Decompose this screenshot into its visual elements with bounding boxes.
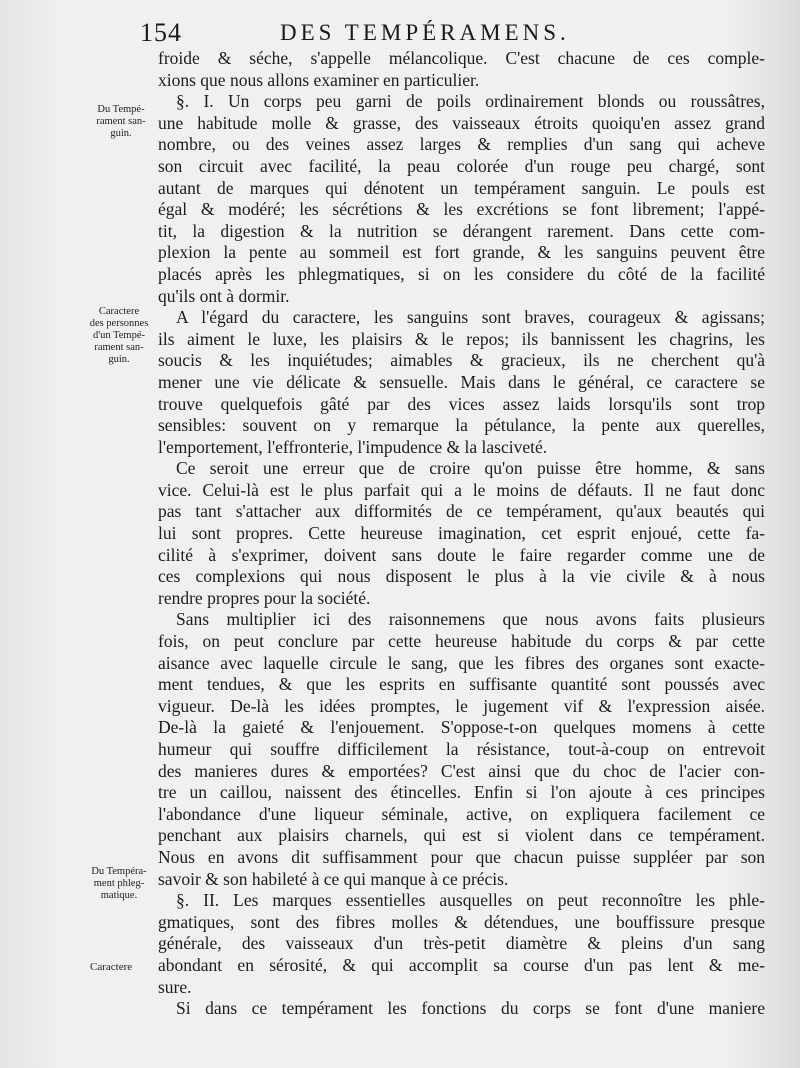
text-line: abondant en sérosité, & qui accomplit sa course d'un pas lent & me- <box>158 954 765 975</box>
text-line: vigueur. De-là les idées promptes, le jugement vif & l'expression aisée. <box>158 695 765 716</box>
margin-note-caractere <box>80 306 158 366</box>
text-line: trouve quelquefois gâté par des vices assez laids lorsqu'ils sont trop <box>158 393 765 414</box>
text-line: ces complexions qui nous disposent le plus à la vie civile & à nous <box>158 566 765 587</box>
text-line: égal & modéré; les sécrétions & les excrétions se font librement; l'appé- <box>158 199 765 220</box>
margin-note-line: des personnes <box>89 318 149 329</box>
page-header <box>140 18 780 47</box>
text-line: sure. <box>158 976 192 997</box>
margin-note-line: guin. <box>110 128 132 139</box>
text-line: vice. Celui-là est le plus parfait qui a le moins de défauts. Il ne faut donc <box>158 479 765 500</box>
text-line: humeur qui souffre difficilement la résistance, tout-à-coup on entrevoit <box>158 739 765 759</box>
text-line: Si dans ce tempérament les fonctions du corps se font d'une maniere <box>176 998 765 1019</box>
text-line: fois, on peut conclure par cette heureuse habitude du corps & par cette <box>158 631 765 652</box>
text-line: ils aiment le luxe, les plaisirs & le repos; ils bannissent les chagrins, les <box>158 328 765 349</box>
margin-note-sanguin <box>82 104 160 140</box>
text-line: nombre, ou des veines assez larges & remplies d'un sang qui acheve <box>158 134 765 155</box>
text-line: une habitude molle & grasse, des vaisseaux étroits quoiqu'en assez grand <box>158 112 765 133</box>
text-line: placés après les phlegmatiques, si on les considere du côté de la facilité <box>158 263 765 284</box>
catchword: Caractere <box>90 961 133 973</box>
main-text-block <box>158 48 765 1020</box>
text-line: des manieres dures & emportées? C'est ainsi que du choc de l'acier con- <box>158 760 765 781</box>
text-line: autant de marques qui dénotent un tempérament sanguin. Le pouls est <box>158 177 765 198</box>
text-line: savoir & son habileté à ce qui manque à ce précis. <box>158 868 509 889</box>
page-number: 154 <box>140 18 182 47</box>
text-line: A l'égard du caractere, les sanguins sont braves, courageux & agissans; <box>176 307 765 328</box>
text-line: cilité à s'exprimer, doivent sans doute le faire regarder comme une de <box>158 544 765 565</box>
text-line: générale, des vaisseaux d'un très-petit diamètre & pleins d'un sang <box>158 933 765 954</box>
margin-note-line: guin. <box>108 354 130 365</box>
margin-note-phlegmatique <box>80 866 158 902</box>
text-line: qu'ils ont à dormir. <box>158 285 290 306</box>
text-line: gmatiques, sont des fibres molles & détendues, une bouffissure presque <box>158 911 765 932</box>
text-line: penchant aux plaisirs charnels, qui est si violent dans ce tempérament. <box>158 825 765 846</box>
text-line: lui sont propres. Cette heureuse imagination, cet esprit enjoué, cette fa- <box>158 523 765 544</box>
margin-note-line: matique. <box>100 890 138 901</box>
running-title: DES TEMPÉRAMENS. <box>280 20 570 45</box>
text-line: l'abondance d'une liqueur séminale, active, on expliquera facilement ce <box>158 803 765 824</box>
text-line: mener une vie délicate & sensuelle. Mais dans le général, ce caractere se <box>158 371 765 392</box>
margin-note-line: rament san- <box>96 116 146 127</box>
text-line: §. I. Un corps peu garni de poils ordinairement blonds ou roussâtres, <box>176 91 765 112</box>
margin-note-line: ment phleg- <box>93 878 145 889</box>
text-line: §. II. Les marques essentielles ausquelles on peut reconnoître les phle- <box>176 890 765 911</box>
text-line: l'emportement, l'effronterie, l'impudence & la lasciveté. <box>158 436 548 457</box>
margin-note-line: Caractere <box>98 306 140 317</box>
text-line: froide & séche, s'appelle mélancolique. C'est chacune de ces comple- <box>158 48 765 68</box>
text-line: Sans multiplier ici des raisonnemens que nous avons faits plusieurs <box>176 609 765 630</box>
text-line: De-là la gaieté & l'enjouement. S'oppose-t-on quelques momens à cette <box>158 717 765 738</box>
text-line: soucis & les inquiétudes; aimables & gracieux, ils ne cherchent qu'à <box>158 350 765 371</box>
text-line: Ce seroit une erreur que de croire qu'on puisse être homme, & sans <box>176 458 765 479</box>
text-line: rendre propres pour la société. <box>158 587 371 608</box>
text-line: sensibles: souvent on y remarque la pétulance, la pente aux querelles, <box>158 415 765 436</box>
text-line: son circuit avec facilité, la peau colorée d'un rouge peu chargé, sont <box>158 155 765 176</box>
text-line: xions que nous allons examiner en particulier. <box>158 69 480 90</box>
margin-note-line: Du Tempéra- <box>91 866 147 877</box>
text-line: tre un caillou, naissent des étincelles. Enfin si l'on ajoute à ces principes <box>158 782 765 803</box>
text-line: Nous en avons dit suffisamment pour que chacun puisse suppléer par son <box>158 846 765 867</box>
text-line: plexion la pente au sommeil est fort grande, & les sanguins peuvent être <box>158 242 765 263</box>
margin-note-line: rament san- <box>94 342 144 353</box>
text-line: ment tendues, & que les esprits en suffisante quantité sont poussés avec <box>158 674 765 695</box>
text-line: aisance avec laquelle circule le sang, que les fibres des organes sont exacte- <box>158 652 765 673</box>
text-line: pas tant s'attacher aux difformités de ce tempérament, qu'aux beautés qui <box>158 501 765 522</box>
margin-note-line: d'un Tempé- <box>93 330 145 341</box>
text-line: tit, la digestion & la nutrition se dérangent rarement. Dans cette com- <box>158 220 765 241</box>
margin-note-line: Du Tempé- <box>97 104 145 115</box>
